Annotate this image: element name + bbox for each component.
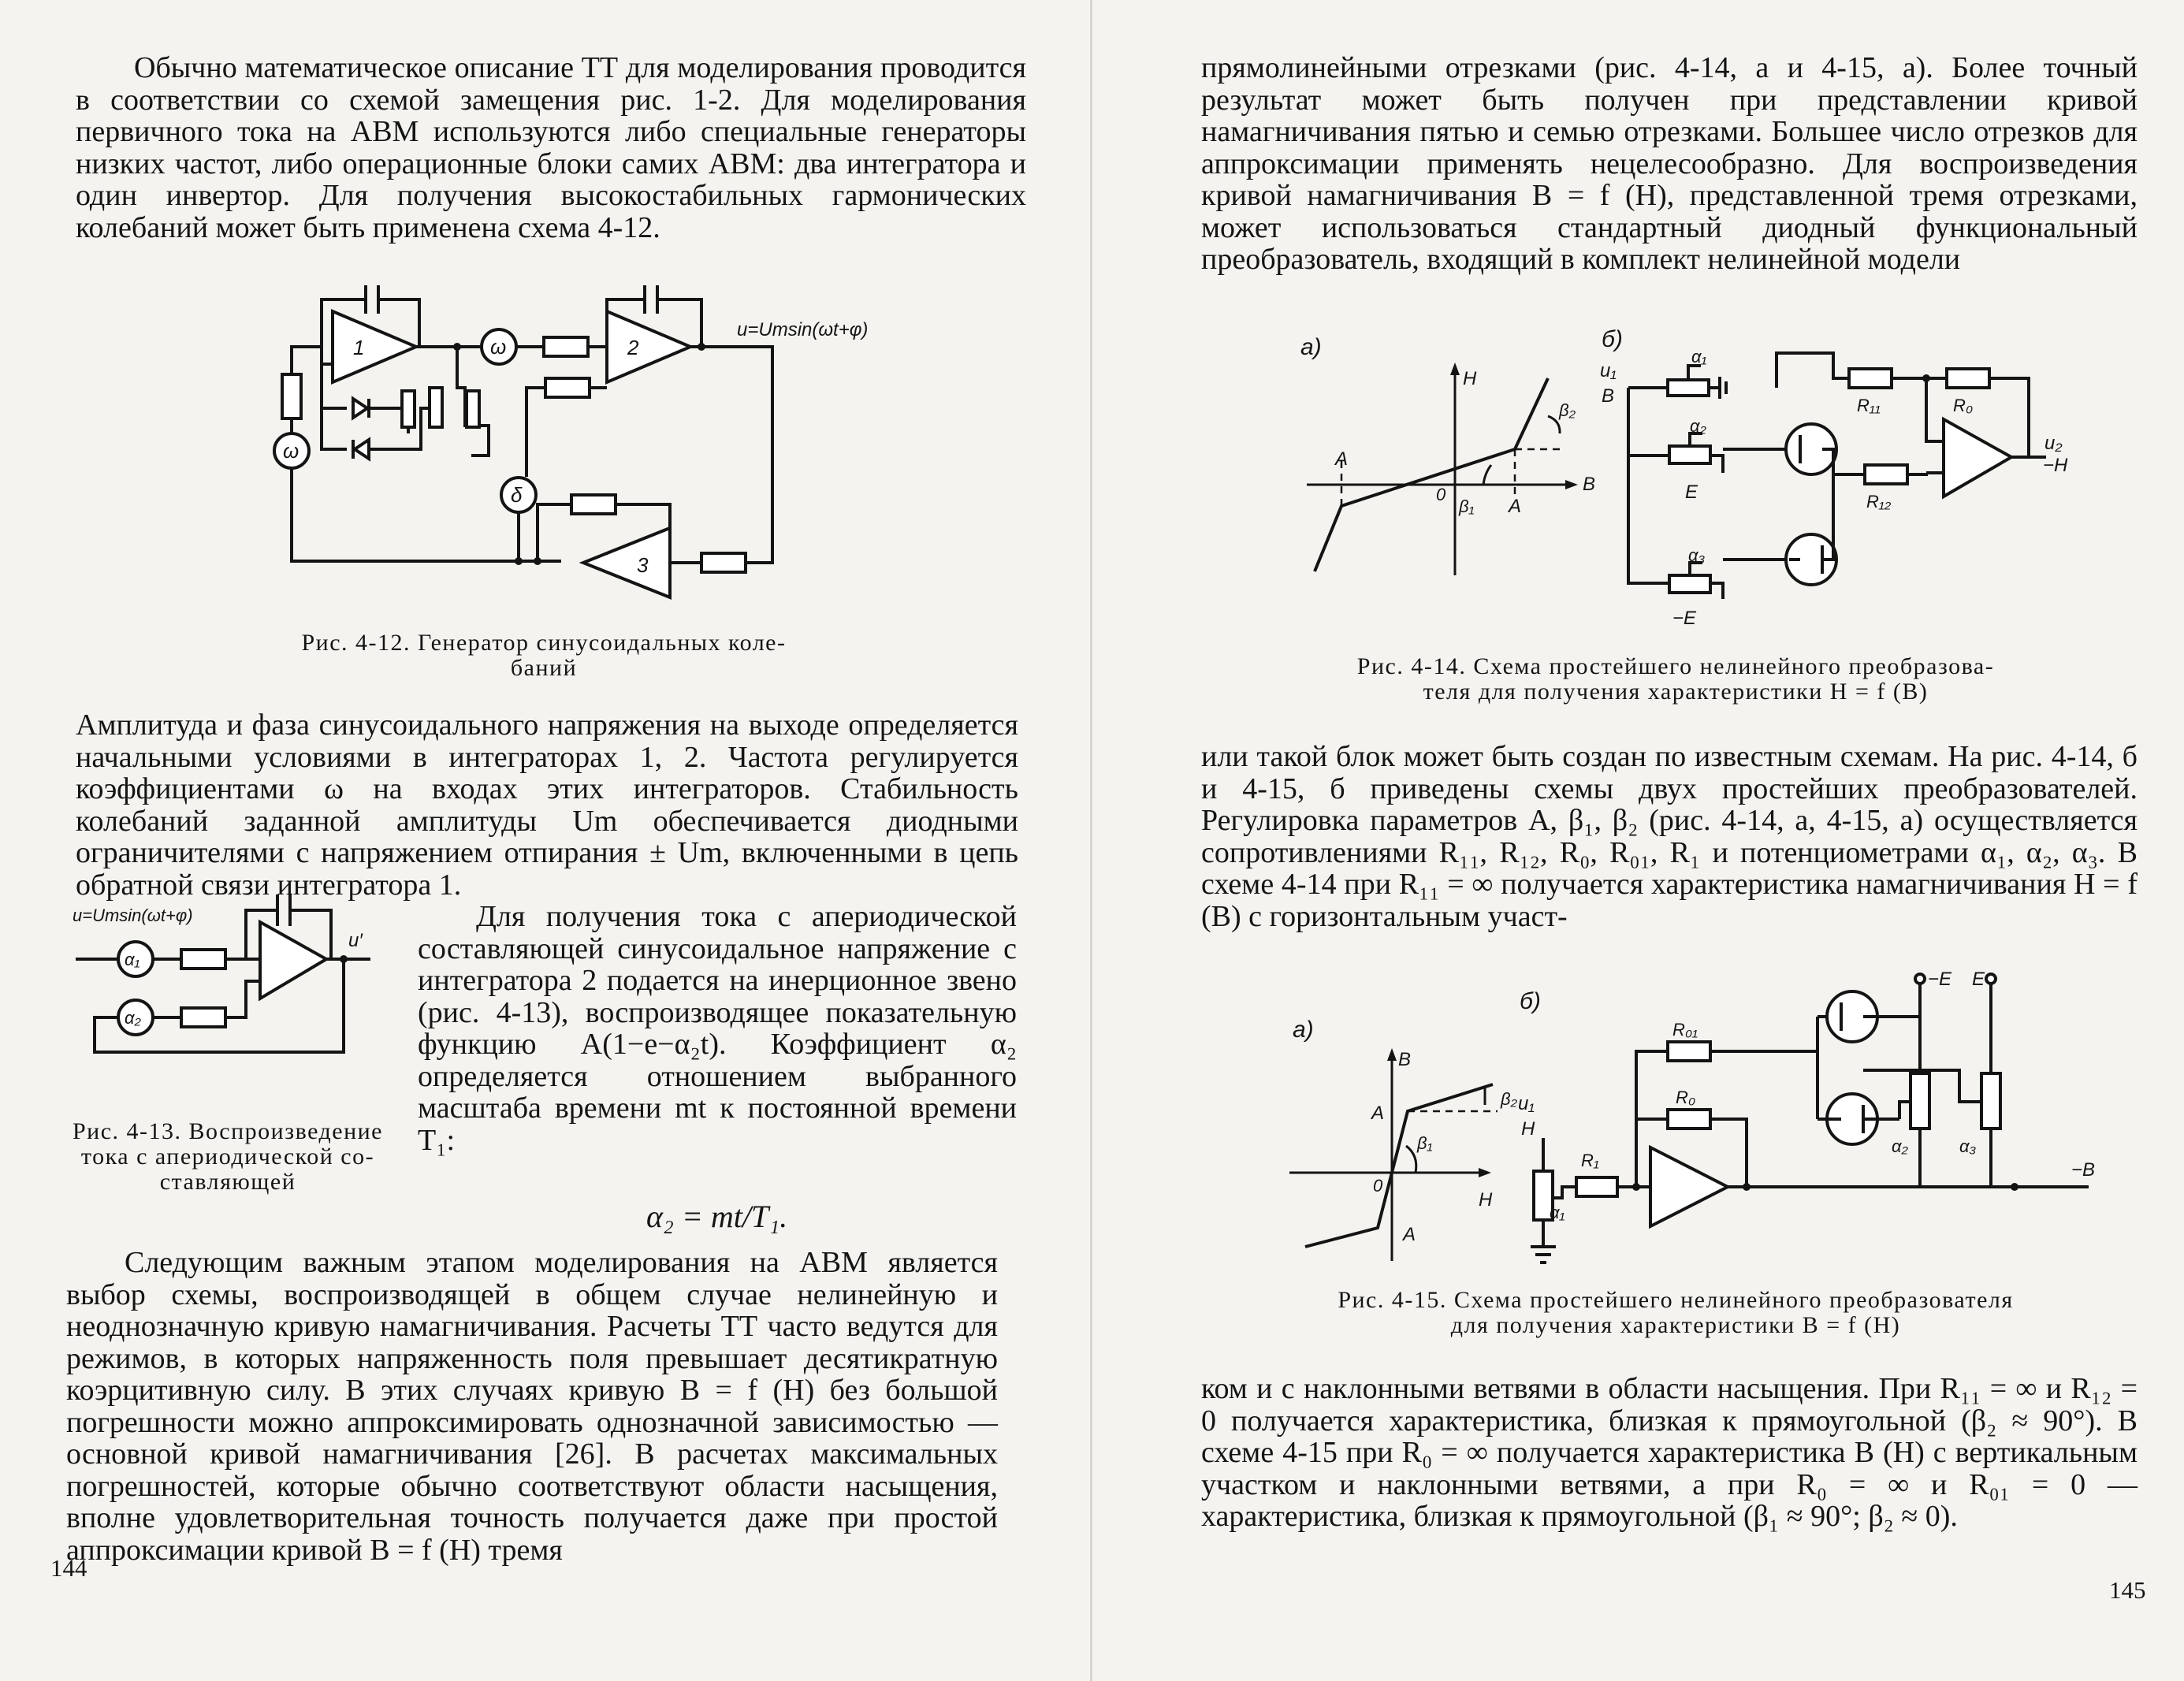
fig-4-14-r12: R₁₂ xyxy=(1866,492,1892,511)
caption-4-13 xyxy=(58,1119,397,1195)
fig-4-14-label-a: а) xyxy=(1300,334,1322,360)
figure-4-15a xyxy=(1289,1017,1557,1269)
fig-4-15-r1: R₁ xyxy=(1581,1151,1599,1170)
caption-4-15 xyxy=(1266,1288,2085,1338)
alpha-1-label-4-13: α₁ xyxy=(125,950,140,969)
figure-4-13 xyxy=(71,887,370,1076)
fig-4-14-beta-2: β₂ xyxy=(1559,400,1576,420)
amp-2-label: 2 xyxy=(627,336,639,359)
delta-label: δ xyxy=(511,483,523,507)
fig-4-14-out-h: −H xyxy=(2043,455,2068,476)
caption-4-15-line-2: для получения характеристики B = f (H) xyxy=(1450,1312,1901,1338)
fig-4-14-in-u: u₁ xyxy=(1600,360,1617,381)
page-number-left: 144 xyxy=(50,1554,87,1582)
fig-4-15-beta-2: β₂ xyxy=(1501,1089,1517,1109)
right-paragraph-3: ком и с наклонными ветвями в области насыщения. При R₁₁ = ∞ и R₁₂ = 0 получается характеристика, близкая к прямоугольной (β₂ ≈ 90°). В схеме 4-15 при R₀ = ∞ получается характеристика B (H) с вертикальным участком и наклонными ветвями, а при R₀ = ∞ и R₀₁ = 0 — характеристика, близкая к прямоугольной (β₁ ≈ 90°; β₂ ≈ 0). xyxy=(1201,1372,2137,1533)
input-label-4-13: u=Umsin(ωt+φ) xyxy=(73,906,193,925)
right-page xyxy=(1092,0,2184,1681)
fig-4-15-point-a-bottom: A xyxy=(1403,1224,1416,1245)
fig-4-15-axis-h: H xyxy=(1479,1189,1493,1211)
fig-4-14-point-a-right: A xyxy=(1509,496,1522,517)
figure-4-14a xyxy=(1297,323,1613,583)
fig-4-15-r01: R₀₁ xyxy=(1672,1020,1698,1039)
figure-4-12 xyxy=(260,276,891,591)
fig-4-14-r11: R₁₁ xyxy=(1857,396,1881,415)
caption-4-13-line-2: тока с апериодической со- xyxy=(80,1144,375,1170)
equation-alpha-2: α₂ = mt/T₁. xyxy=(646,1199,788,1234)
left-paragraph-3: Для получения тока с апериодической составляющей синусоидальное напряжение с интегратора 2 подается на инерционное звено (рис. 4-13), воспроизводящее показательную функцию A(1−e−α₂t). Коэффициент α₂ определяется отношением выбранного масштаба времени mt к постоянной времени T₁: xyxy=(418,900,1017,1157)
caption-4-12-line-2: баний xyxy=(510,655,578,681)
caption-4-14 xyxy=(1297,654,2054,705)
left-paragraph-2: Амплитуда и фаза синусоидального напряжения на выходе определяется начальными условиями в интеграторах 1, 2. Частота регулируется коэффициентами ω на входах этих интеграторов. Стабильность колебаний заданной амплитуды Um обеспечивается диодными ограничителями с напряжением отпирания ± Um, включенными в цепь обратной связи интегратора 1. xyxy=(76,708,1018,902)
fig-4-14-point-a-left: A xyxy=(1335,448,1349,470)
fig-4-15-r0: R₀ xyxy=(1676,1088,1696,1107)
fig-4-15-in-u: u₁ xyxy=(1518,1093,1535,1114)
figure-4-15b xyxy=(1518,969,2101,1277)
fig-4-15-label-b: б) xyxy=(1520,988,1541,1014)
left-paragraph-4: Следующим важным этапом моделирования на АВМ является выбор схемы, воспроизводящей в общем случае нелинейную и неоднозначную кривую намагничивания. Расчеты ТТ часто ведутся для режимов, в которых напряженность поля превышает десятикратную коэрцитивную силу. В этих случаях кривую B = f (H) без большой погрешности можно аппроксимировать однозначной зависимостью — основной кривой намагничивания [26]. В расчетах максимальных погрешностей, которые обычно соответствуют области насыщения, вполне удовлетворительная точность получается даже при простой аппроксимации кривой B = f (H) тремя xyxy=(66,1246,998,1567)
fig-4-14-origin: 0 xyxy=(1436,485,1446,504)
page-number-right: 145 xyxy=(2109,1576,2146,1604)
caption-4-13-line-3: ставляющей xyxy=(159,1169,296,1195)
amp-1-label: 1 xyxy=(353,336,365,359)
fig-4-15-e-pos: E xyxy=(1972,969,1985,990)
fig-4-14-in-b: B xyxy=(1602,385,1615,407)
right-paragraph-2: или такой блок может быть создан по известным схемам. На рис. 4-14, б и 4-15, б приведены схемы двух простейших преобразователей. Регулировка параметров A, β₁, β₂ (рис. 4-14, а, 4-15, а) осуществляется сопротивлениями R₁₁, R₁₂, R₀, R₀₁, R₁ и потенциометрами α₁, α₂, α₃. В схеме 4-14 при R₁₁ = ∞ получается характеристика намагничивания H = f (B) с горизонтальным участ- xyxy=(1201,740,2137,933)
fig-4-15-axis-b: B xyxy=(1398,1049,1412,1070)
fig-4-15-alpha-1: α₁ xyxy=(1550,1203,1565,1222)
fig-4-15-label-a: а) xyxy=(1293,1017,1314,1043)
right-paragraph-1: прямолинейными отрезками (рис. 4-14, а и 4-15, а). Более точный результат может быть получен при представлении кривой намагничивания пятью и семью отрезками. Большее число отрезков для аппроксимации применять нецелесообразно. Для воспроизведения кривой намагничивания B = f (H), представленной тремя отрезками, может использоваться стандартный диодный функциональный преобразователь, входящий в комплект нелинейной модели xyxy=(1201,51,2137,276)
output-label-4-13: u′ xyxy=(348,930,363,951)
fig-4-14-alpha-2: α₂ xyxy=(1690,416,1706,436)
caption-4-13-line-1: Рис. 4-13. Воспроизведение xyxy=(73,1118,383,1144)
omega-2-label: ω xyxy=(283,439,300,463)
fig-4-15-beta-1: β₁ xyxy=(1417,1133,1433,1153)
caption-4-12 xyxy=(236,630,851,681)
fig-4-14-out-u: u₂ xyxy=(2044,433,2063,454)
fig-4-15-alpha-2: α₂ xyxy=(1892,1136,1908,1156)
fig-4-15-alpha-3: α₃ xyxy=(1959,1136,1977,1156)
fig-4-14-e-pos: E xyxy=(1685,482,1698,503)
fig-4-15-e-neg: −E xyxy=(1928,969,1952,990)
fig-4-14-beta-1: β₁ xyxy=(1459,496,1475,516)
output-label-4-12: u=Umsin(ωt+φ) xyxy=(737,319,869,340)
omega-1-label: ω xyxy=(490,335,507,359)
left-paragraph-1: Обычно математическое описание ТТ для моделирования проводится в соответствии со схемой замещения рис. 1-2. Для моделирования первичного тока на АВМ используются либо специальные генераторы низких частот, либо операционные блоки самих АВМ: два интегратора и один инвертор. Для получения высокостабильных гармонических колебаний может быть применена схема 4-12. xyxy=(76,51,1026,244)
amp-3-label: 3 xyxy=(637,553,649,577)
fig-4-14-label-b: б) xyxy=(1602,326,1623,352)
alpha-2-label-4-13: α₂ xyxy=(125,1008,141,1028)
fig-4-15-out-b: −B xyxy=(2071,1159,2096,1181)
caption-4-12-line-1: Рис. 4-12. Генератор синусоидальных коле- xyxy=(301,630,787,656)
fig-4-14-axis-h: H xyxy=(1463,368,1477,389)
caption-4-15-line-1: Рис. 4-15. Схема простейшего нелинейного преобразователя xyxy=(1338,1287,2014,1313)
fig-4-14-r0: R₀ xyxy=(1953,396,1974,415)
fig-4-15-in-h: H xyxy=(1521,1118,1535,1140)
fig-4-15-point-a-top: A xyxy=(1371,1103,1385,1124)
caption-4-14-line-2: теля для получения характеристики H = f (B) xyxy=(1423,679,1929,705)
fig-4-14-alpha-3: α₃ xyxy=(1688,545,1706,565)
caption-4-14-line-1: Рис. 4-14. Схема простейшего нелинейного преобразова- xyxy=(1356,653,1995,679)
fig-4-14-axis-b: B xyxy=(1583,474,1596,495)
fig-4-14-e-neg: −E xyxy=(1672,608,1697,629)
fig-4-14-alpha-1: α₁ xyxy=(1691,347,1707,366)
fig-4-15-origin: 0 xyxy=(1373,1176,1383,1196)
figure-4-14b xyxy=(1597,315,2101,630)
